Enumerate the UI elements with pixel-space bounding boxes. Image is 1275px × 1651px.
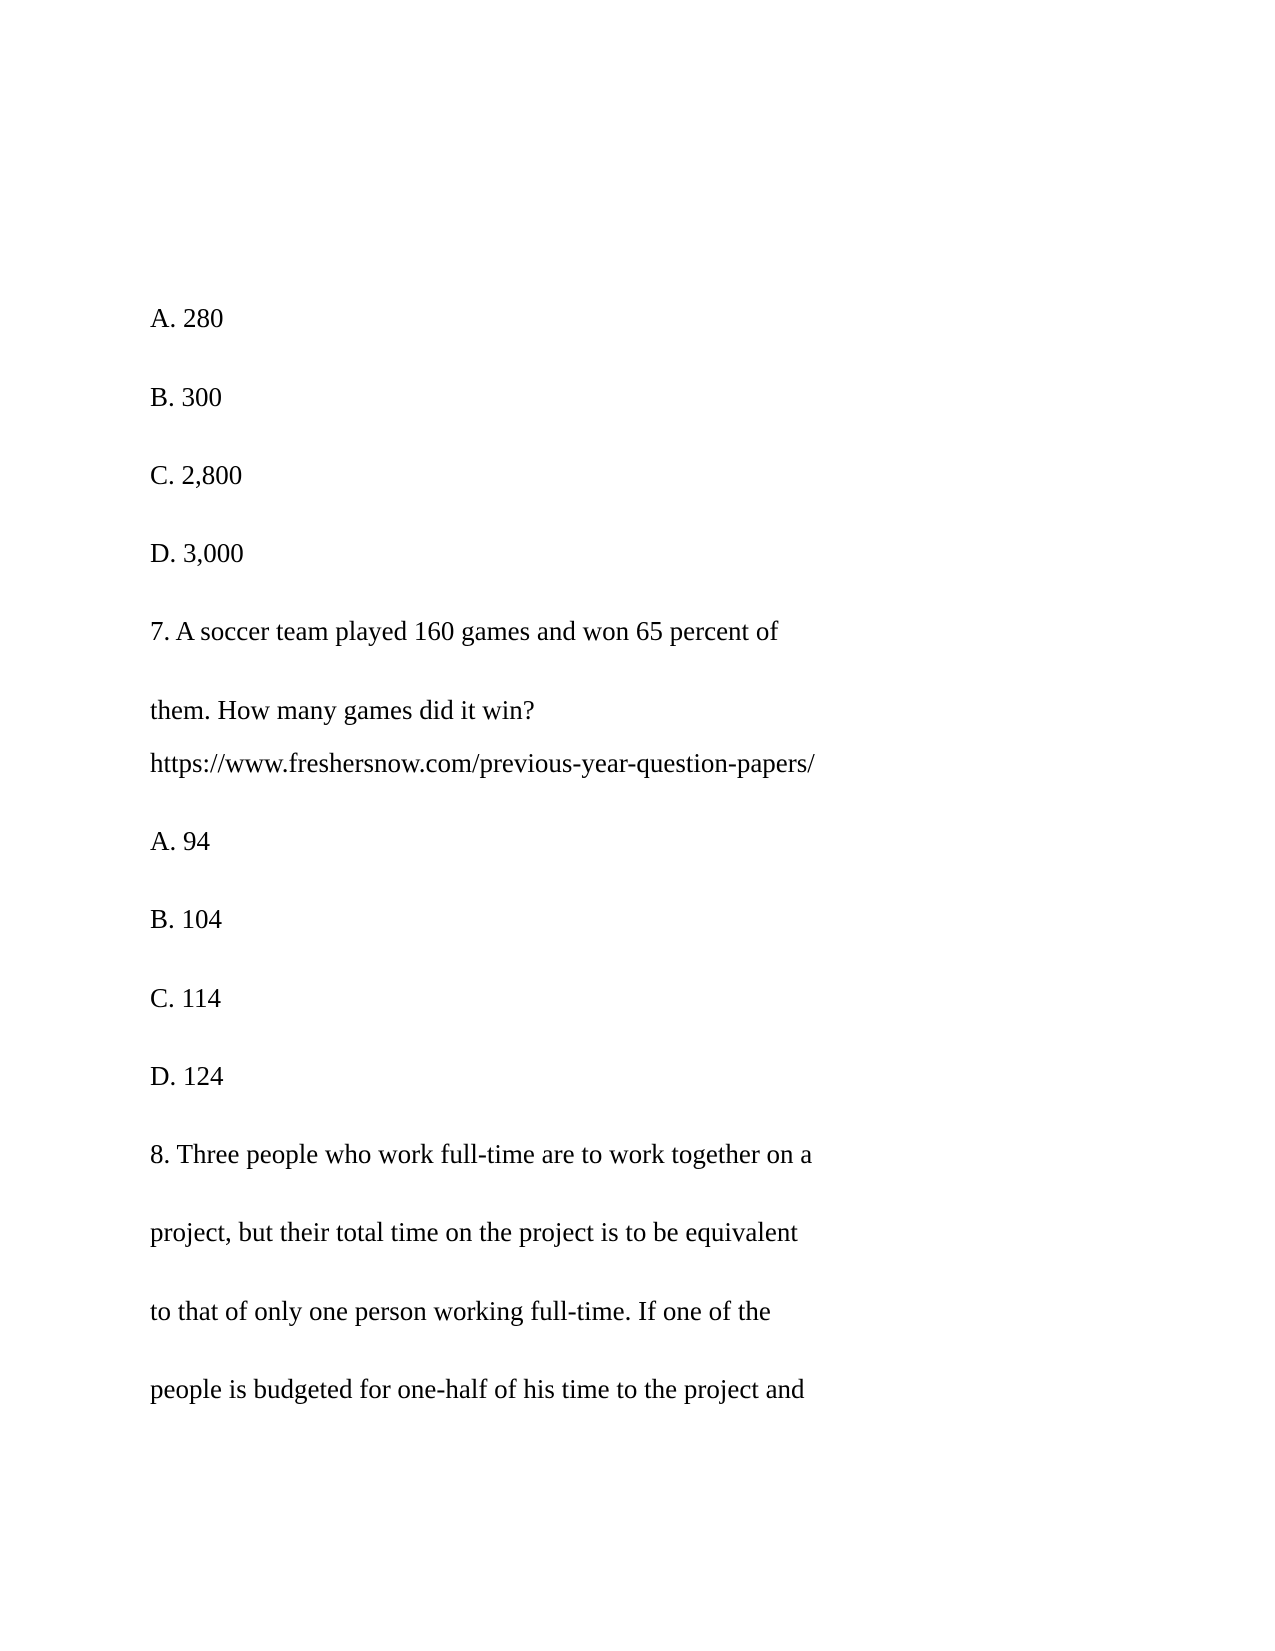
source-url: https://www.freshersnow.com/previous-year-question-papers/ — [150, 748, 815, 778]
option-text: A. 94 — [150, 826, 210, 856]
question-text: project, but their total time on the project is to be equivalent — [150, 1217, 798, 1247]
option-text: C. 114 — [150, 983, 222, 1013]
option-text: B. 300 — [150, 382, 223, 412]
option-text: D. 3,000 — [150, 538, 244, 568]
option-text: D. 124 — [150, 1061, 224, 1091]
question-text: 8. Three people who work full-time are to work together on a — [150, 1139, 813, 1169]
question-text: people is budgeted for one-half of his time to the project and — [150, 1374, 805, 1404]
question-text: to that of only one person working full-time. If one of the — [150, 1296, 771, 1326]
option-text: C. 2,800 — [150, 460, 243, 490]
question-text: 7. A soccer team played 160 games and won 65 percent of — [150, 616, 779, 646]
question-text: them. How many games did it win? — [150, 695, 535, 725]
option-text: A. 280 — [150, 303, 224, 333]
option-text: B. 104 — [150, 904, 223, 934]
